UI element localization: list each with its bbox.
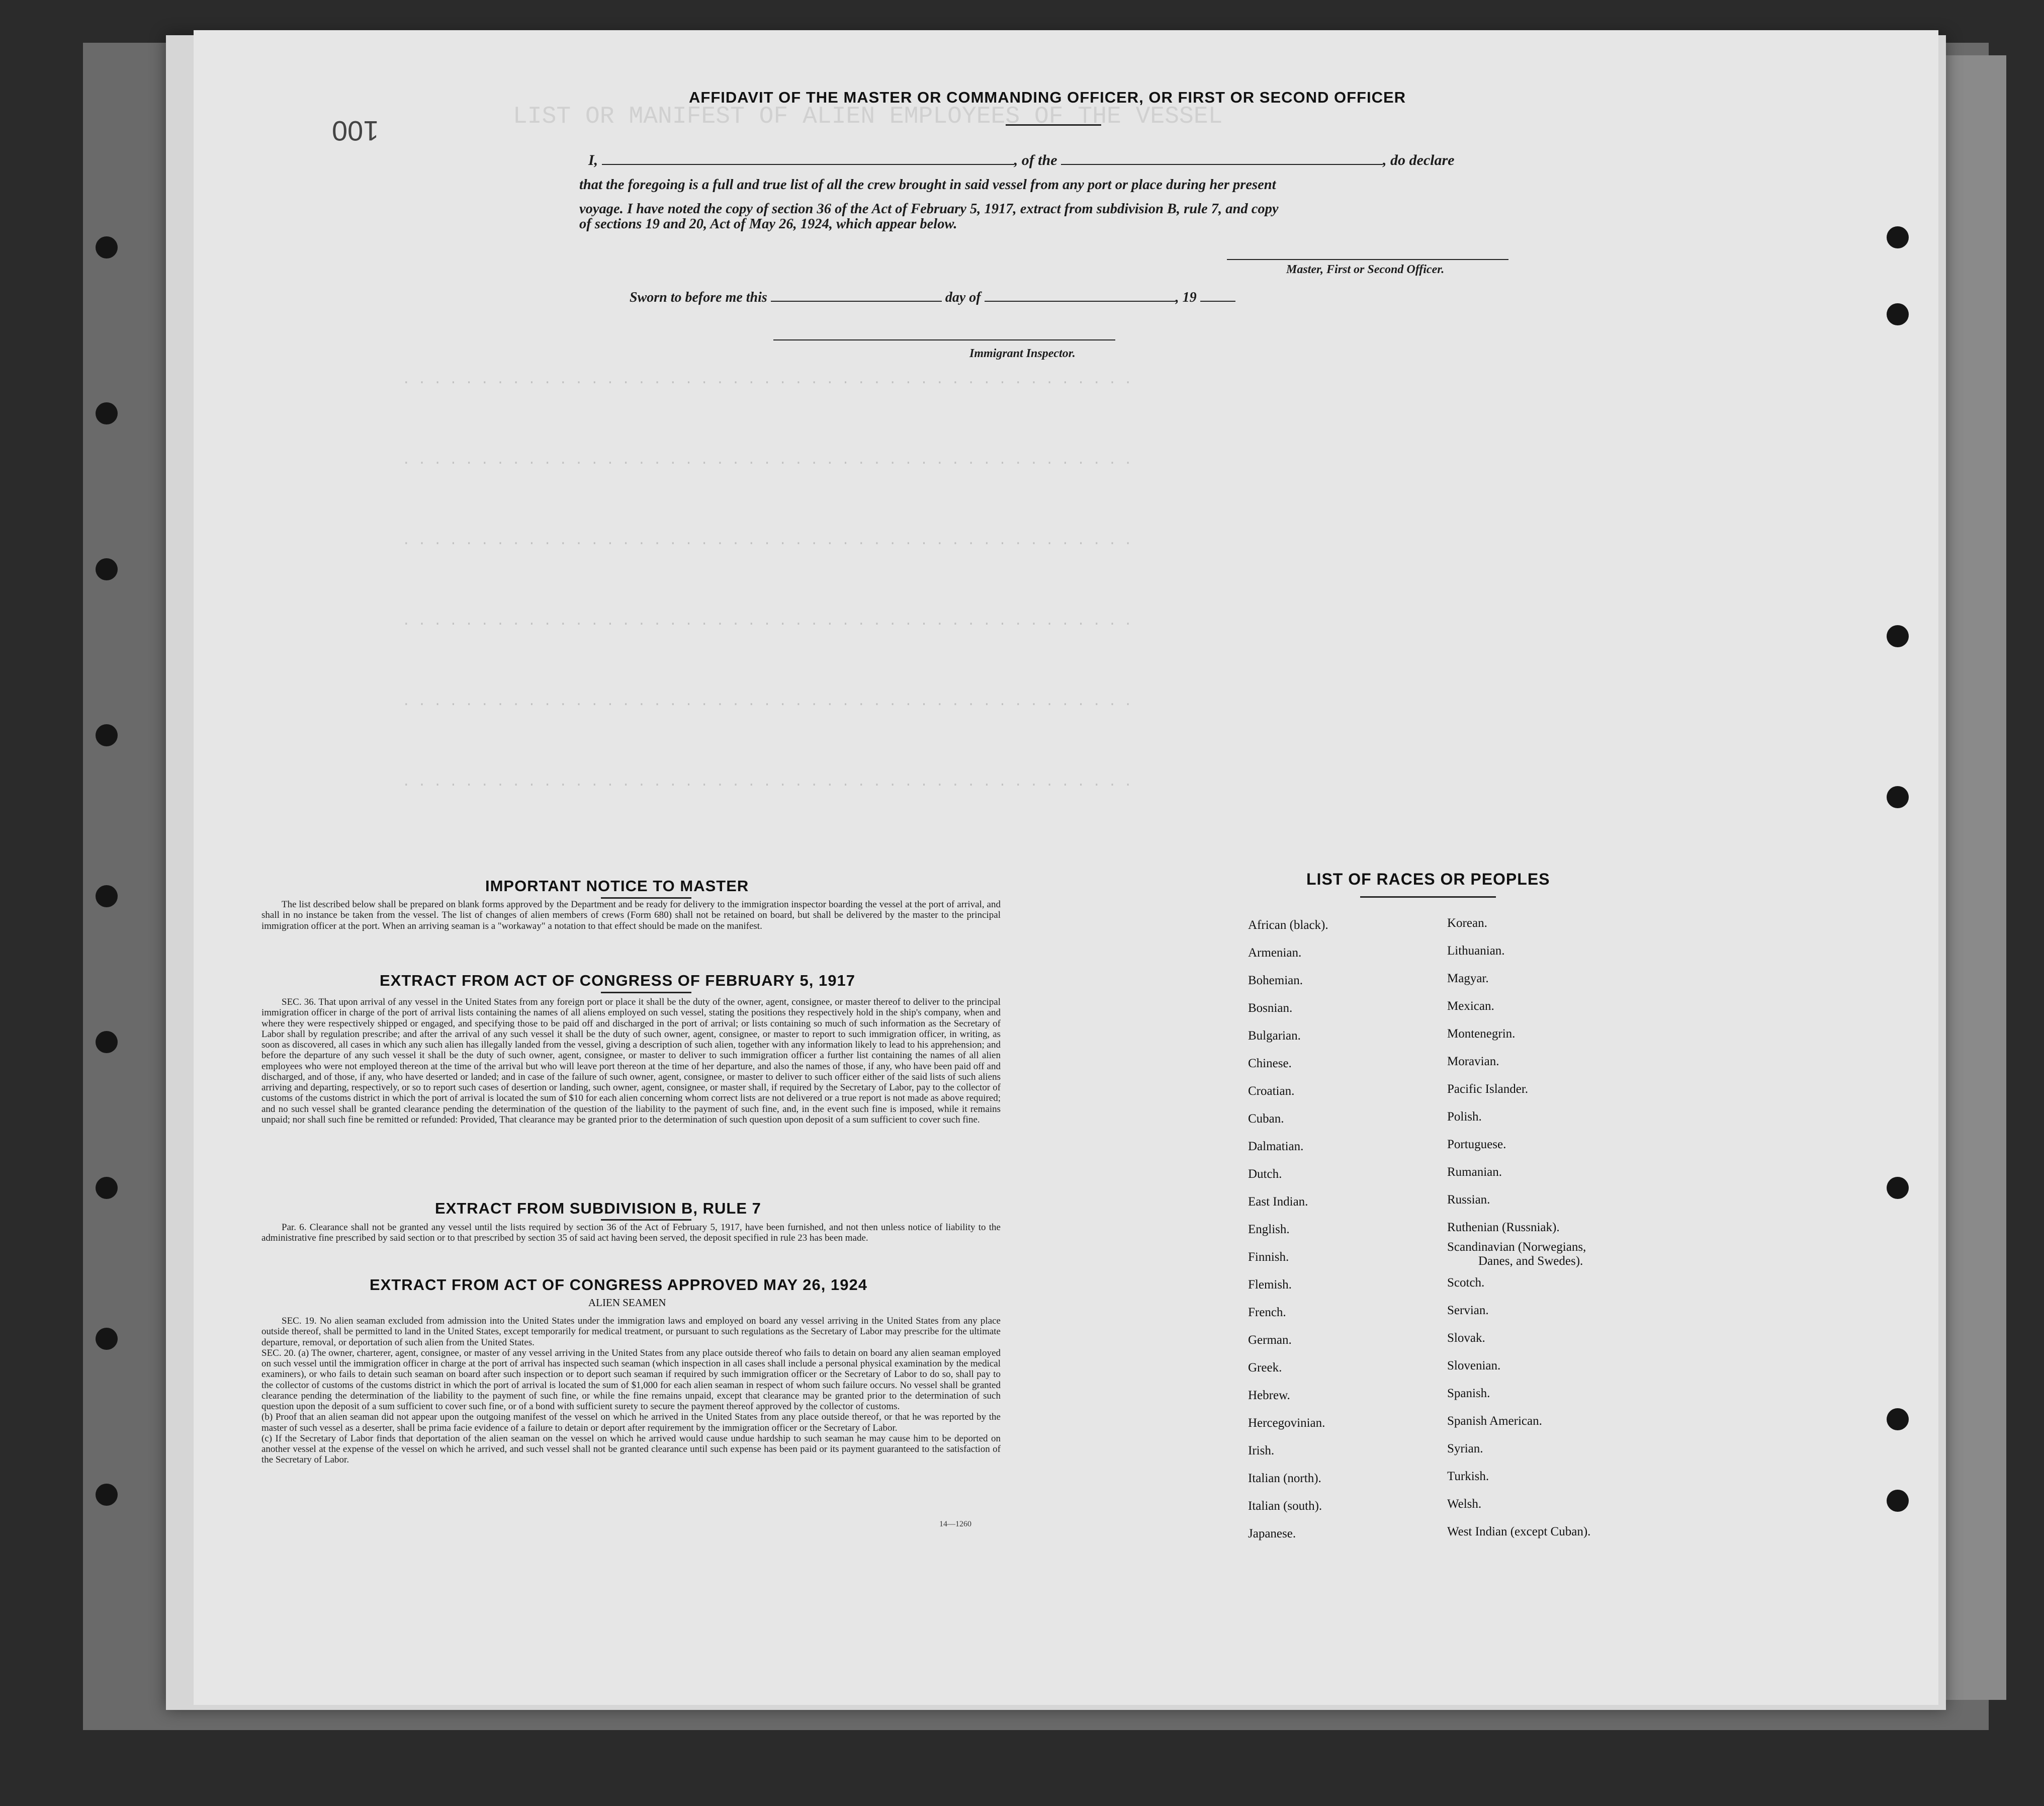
race-item: German. <box>1248 1333 1292 1347</box>
affidavit-title: AFFIDAVIT OF THE MASTER OR COMMANDING OFFICER, OR FIRST OR SECOND OFFICER <box>689 89 1406 106</box>
handwritten-number: 100 <box>332 115 379 147</box>
sworn-text: Sworn to before me this <box>630 290 767 305</box>
inspector-signature-line[interactable] <box>773 339 1115 340</box>
race-item: Dalmatian. <box>1248 1140 1304 1153</box>
race-item: Scotch. <box>1447 1276 1485 1289</box>
extract-1917-title: EXTRACT FROM ACT OF CONGRESS OF FEBRUARY 5, 1917 <box>380 972 855 989</box>
race-item: Dutch. <box>1248 1167 1282 1181</box>
race-item: Flemish. <box>1248 1278 1292 1292</box>
race-item: Syrian. <box>1447 1442 1483 1455</box>
form-number: 14—1260 <box>939 1520 971 1528</box>
race-item: Rumanian. <box>1447 1165 1502 1179</box>
race-item: Greek. <box>1248 1361 1282 1374</box>
race-item: West Indian (except Cuban). <box>1447 1525 1591 1538</box>
race-item: Spanish. <box>1447 1387 1490 1400</box>
race-item: Cuban. <box>1248 1112 1284 1126</box>
declaration-line-1 <box>588 152 1454 169</box>
race-item: Irish. <box>1248 1444 1275 1457</box>
sworn-month-field[interactable] <box>985 301 1176 302</box>
extract-rule7-body: Par. 6. Clearance shall not be granted any vessel until the lists required by section 36 of the Act of February 5, 1917, have been furnished, and not then unless notice of liability to the administrative fine prescribed by said section or to that prescribed by section 35 of said act having been served, the deposit specified in rule 23 has been made. <box>261 1222 1001 1244</box>
sworn-day-field[interactable] <box>771 301 942 302</box>
race-item: Japanese. <box>1248 1527 1296 1540</box>
race-item: Ruthenian (Russniak). <box>1447 1221 1560 1234</box>
day-of-text: day of <box>945 290 981 305</box>
race-item: Russian. <box>1447 1193 1490 1207</box>
declaration-declare: , do declare <box>1383 152 1455 168</box>
sworn-line <box>630 290 1235 306</box>
race-item: Finnish. <box>1248 1250 1289 1264</box>
race-item: French. <box>1248 1306 1286 1319</box>
declaration-of: , of the <box>1014 152 1057 168</box>
signature-label: Master, First or Second Officer. <box>1286 263 1445 276</box>
race-item: Danes, and Swedes). <box>1478 1254 1583 1268</box>
race-item: Hebrew. <box>1248 1389 1290 1402</box>
race-item: English. <box>1248 1223 1290 1236</box>
extract-1917-body: SEC. 36. That upon arrival of any vessel in the United States from any foreign port or place it shall be the duty of the owner, agent, consignee, or master thereof to deliver to the principal immigration officer in charge of the port of arrival lists containing the names of all aliens employed on such vessel, stating the positions they respectively hold in the ship's company, when and where they were respectively shipped or engaged, and specifying those to be paid off and discharged in the port of arrival; or lists containing so much of such information as the Secretary of Labor shall by regulation prescribe; and after the arrival of any such vessel it shall be the duty of such owner, agent, consignee, or master to report to such immigration officer, in writing, as soon as discovered, all cases in which any such alien has illegally landed from the vessel, giving a description of such alien, together with any information likely to lead to his apprehension; and before the departure of any such vessel it shall be the duty of such owner, agent, consignee, or master to deliver to such immigration officer a further list containing the names of all alien employees who were not employed thereon at the time of the arrival but who will leave port thereon at the time of her departure, and also the names of those, if any, who have been paid off and discharged, and of those, if any, who have deserted or landed; and in case of the failure of such owner, agent, consignee, or master to deliver to such officer either of the said lists of such aliens arriving and departing, respectively, or so to report such cases of desertion or landing, such owner, agent, consignee, or master shall, if required by the Secretary of Labor, pay to the collector of customs of the customs district in which the port of arrival is located the sum of $10 for each alien concerning whom correct lists are not delivered or a true report is not made as above required; and no such vessel shall be granted clearance pending the determination of the question of the liability to the payment of such fine, and, in the event such fine is imposed, while it remains unpaid; nor shall such fine be remitted or refunded: Provided, That clearance may be granted prior to the determination of such question upon deposit of a sum sufficient to cover such fine. <box>261 997 1001 1125</box>
declaration-line-3: voyage. I have noted the copy of section 36 of the Act of February 5, 1917, extract from subdivision B, rule 7, and copy <box>579 201 1279 217</box>
notice-title: IMPORTANT NOTICE TO MASTER <box>485 877 749 895</box>
race-item: Turkish. <box>1447 1470 1489 1483</box>
race-item: Bosnian. <box>1248 1001 1293 1015</box>
race-item: Italian (south). <box>1248 1499 1322 1513</box>
race-item: East Indian. <box>1248 1195 1308 1209</box>
races-rule <box>1360 896 1496 898</box>
declaration-line-2: that the foregoing is a full and true list of all the crew brought in said vessel from any port or place during her present <box>579 177 1276 193</box>
race-item: Slovenian. <box>1447 1359 1501 1372</box>
year-prefix: , 19 <box>1175 290 1197 305</box>
race-item: Montenegrin. <box>1447 1027 1516 1041</box>
race-item: Bohemian. <box>1248 974 1303 987</box>
extract-1924-title: EXTRACT FROM ACT OF CONGRESS APPROVED MAY 26, 1924 <box>370 1276 867 1294</box>
race-item: Scandinavian (Norwegians, <box>1447 1240 1586 1254</box>
declaration-line-4: of sections 19 and 20, Act of May 26, 1924, which appear below. <box>579 216 957 232</box>
race-item: Korean. <box>1447 916 1487 930</box>
signature-line[interactable] <box>1227 259 1508 260</box>
inspector-label: Immigrant Inspector. <box>969 347 1076 360</box>
extract-1917-rule <box>601 992 691 993</box>
race-item: African (black). <box>1248 918 1328 932</box>
race-item: Servian. <box>1447 1304 1489 1317</box>
officer-name-field[interactable] <box>602 164 1014 165</box>
race-item: Portuguese. <box>1447 1138 1506 1151</box>
sworn-year-field[interactable] <box>1200 301 1235 302</box>
title-rule <box>1006 124 1101 126</box>
race-item: Mexican. <box>1447 999 1494 1013</box>
race-item: Hercegovinian. <box>1248 1416 1325 1430</box>
race-item: Armenian. <box>1248 946 1302 960</box>
race-item: Slovak. <box>1447 1331 1485 1345</box>
alien-seamen-subtitle: ALIEN SEAMEN <box>588 1297 666 1309</box>
race-item: Polish. <box>1447 1110 1482 1124</box>
race-item: Croatian. <box>1248 1084 1295 1098</box>
vessel-name-field[interactable] <box>1061 164 1383 165</box>
race-item: Spanish American. <box>1447 1414 1542 1428</box>
extract-1924-body: SEC. 19. No alien seaman excluded from admission into the United States under the immigration laws and employed on board any vessel arriving in the United States from any place outside thereof, shall be permitted to land in the United States, except temporarily for medical treatment, or pursuant to such regulations as the Secretary of Labor may prescribe for the ultimate departure, removal, or deportation of such alien from the United States. SEC. 20. (a) The owner, charterer, agent, consignee, or master of any vessel arriving in the United States from any place outside thereof who fails to detain on board any alien seaman employed on such vessel until the immigration officer in charge at the port of arrival has inspected such seaman (which inspection in all cases shall include a personal physical examination by the medical examiners), or who fails to detain such seaman on board after such inspection or to deport such seaman if required by such immigration officer or the Secretary of Labor to do so, shall pay to the collector of customs of the customs district in which the port of arrival is located the sum of $1,000 for each alien seaman in respect of whom such failure occurs. No vessel shall be granted clearance pending the determination of the liability to the payment of such fine, or while the fine remains unpaid, except that clearance may be granted prior to the determination of such question upon the deposit of a sum sufficient to cover such fine, or of a bond with sufficient surety to secure the payment thereof approved by the collector of customs. (b) Proof that an alien seaman did not appear upon the outgoing manifest of the vessel on which he arrived in the United States from any place outside thereof, or that he was reported by the master of such vessel as a deserter, shall be prima facie evidence of a failure to detain or deport after requirement by the immigration officer or the Secretary of Labor. (c) If the Secretary of Labor finds that deportation of the alien seaman on the vessel on which he arrived would cause undue hardship to such seaman he may cause him to be deported on another vessel at the expense of the vessel on which he arrived, and such vessel shall not be granted clearance until such expense has been paid or its payment guaranteed to the satisfaction of the Secretary of Labor. <box>261 1316 1001 1466</box>
races-title: LIST OF RACES OR PEOPLES <box>1306 870 1550 888</box>
notice-body: The list described below shall be prepared on blank forms approved by the Department and be ready for delivery to the immigration inspector boarding the vessel at the port of arrival, and shall in no instance be taken from the vessel. The list of changes of alien members of crews (Form 680) shall not be retained on board, but shall be delivered by the master to the principal immigration officer at the port. When an arriving seaman is a "workaway" a notation to that effect should be made on the manifest. <box>261 899 1001 931</box>
race-item: Italian (north). <box>1248 1472 1321 1485</box>
extract-rule7-title: EXTRACT FROM SUBDIVISION B, RULE 7 <box>435 1199 761 1217</box>
race-item: Lithuanian. <box>1447 944 1505 958</box>
race-item: Pacific Islander. <box>1447 1082 1529 1096</box>
extract-rule7-rule <box>601 1219 691 1221</box>
declaration-i: I, <box>588 152 598 168</box>
race-item: Moravian. <box>1447 1055 1499 1068</box>
race-item: Magyar. <box>1447 972 1489 985</box>
race-item: Welsh. <box>1447 1497 1482 1511</box>
race-item: Chinese. <box>1248 1057 1292 1070</box>
notice-rule <box>601 897 691 899</box>
race-item: Bulgarian. <box>1248 1029 1301 1043</box>
